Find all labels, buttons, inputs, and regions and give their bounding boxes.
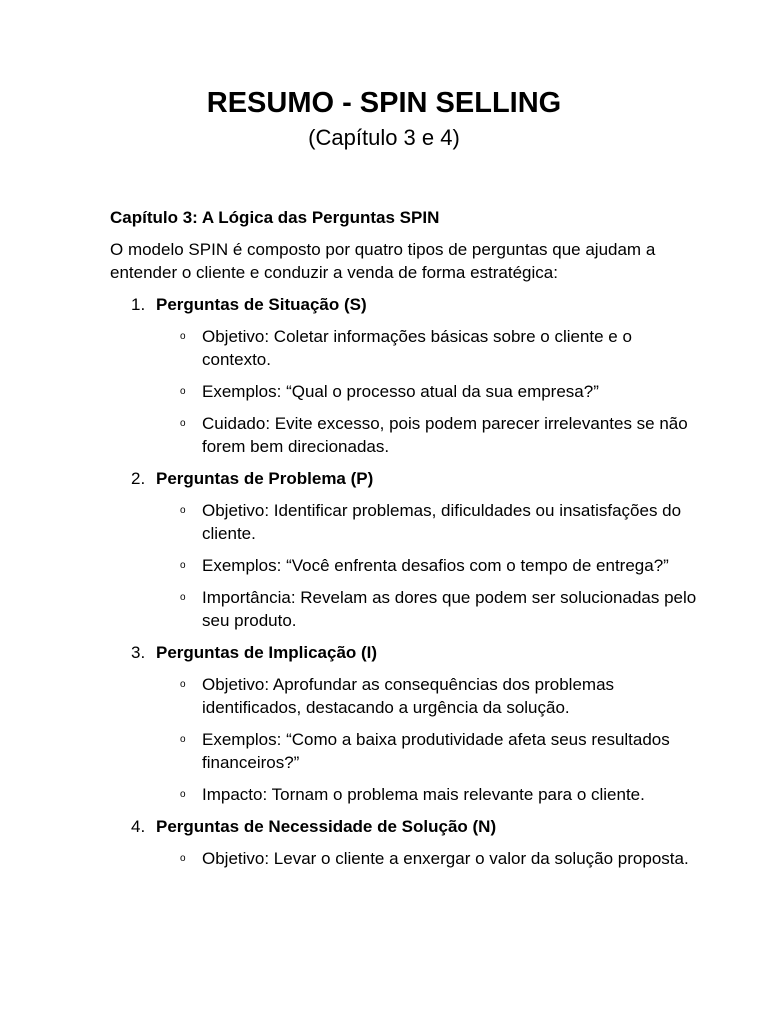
document-subtitle: (Capítulo 3 e 4) — [308, 125, 460, 150]
bullet-text: Objetivo: Aprofundar as consequências dos problemas identificados, destacando a urgência da solução. — [202, 675, 615, 717]
document-body — [110, 206, 700, 879]
list-number: 1. — [131, 295, 146, 314]
question-type-title: Perguntas de Implicação (I) — [156, 643, 378, 662]
question-type-title: Perguntas de Problema (P) — [156, 469, 374, 488]
circle-bullet-icon: o — [180, 734, 186, 745]
bullet-item — [156, 783, 700, 806]
question-type-title: Perguntas de Situação (S) — [156, 295, 367, 314]
bullet-item — [156, 554, 700, 577]
bullet-item — [156, 728, 700, 774]
bullet-text: Objetivo: Levar o cliente a enxergar o valor da solução proposta. — [202, 849, 689, 868]
bullet-item — [156, 499, 700, 545]
circle-bullet-icon: o — [180, 592, 186, 603]
question-type-item — [110, 293, 700, 458]
section-heading: Capítulo 3: A Lógica das Perguntas SPIN — [110, 208, 440, 227]
section-intro: O modelo SPIN é composto por quatro tipos de perguntas que ajudam a entender o cliente e conduzir a venda de forma estratégica: — [110, 240, 656, 282]
bullet-list — [156, 499, 700, 632]
question-type-item — [110, 815, 700, 870]
circle-bullet-icon: o — [180, 789, 186, 800]
question-type-item — [110, 467, 700, 632]
list-number: 4. — [131, 817, 146, 836]
bullet-item — [156, 380, 700, 403]
question-type-item — [110, 641, 700, 806]
bullet-list — [156, 847, 700, 870]
bullet-text: Objetivo: Coletar informações básicas sobre o cliente e o contexto. — [202, 327, 632, 369]
list-number: 3. — [131, 643, 146, 662]
bullet-item — [156, 325, 700, 371]
circle-bullet-icon: o — [180, 679, 186, 690]
bullet-text: Exemplos: “Qual o processo atual da sua empresa?” — [202, 382, 599, 401]
bullet-item — [156, 847, 700, 870]
bullet-text: Exemplos: “Você enfrenta desafios com o tempo de entrega?” — [202, 556, 669, 575]
circle-bullet-icon: o — [180, 560, 186, 571]
bullet-text: Cuidado: Evite excesso, pois podem parecer irrelevantes se não forem bem direcionadas. — [202, 414, 688, 456]
bullet-text: Objetivo: Identificar problemas, dificuldades ou insatisfações do cliente. — [202, 501, 682, 543]
document-title: RESUMO - SPIN SELLING — [206, 87, 562, 119]
bullet-text: Impacto: Tornam o problema mais relevante para o cliente. — [202, 785, 645, 804]
bullet-text: Exemplos: “Como a baixa produtividade afeta seus resultados financeiros?” — [202, 730, 670, 772]
bullet-list — [156, 325, 700, 458]
circle-bullet-icon: o — [180, 853, 186, 864]
circle-bullet-icon: o — [180, 386, 186, 397]
question-type-title: Perguntas de Necessidade de Solução (N) — [156, 817, 497, 836]
circle-bullet-icon: o — [180, 418, 186, 429]
bullet-item — [156, 412, 700, 458]
bullet-item — [156, 586, 700, 632]
question-types-list — [110, 293, 700, 870]
circle-bullet-icon: o — [180, 331, 186, 342]
bullet-text: Importância: Revelam as dores que podem ser solucionadas pelo seu produto. — [202, 588, 697, 630]
list-number: 2. — [131, 469, 146, 488]
bullet-item — [156, 673, 700, 719]
bullet-list — [156, 673, 700, 806]
circle-bullet-icon: o — [180, 505, 186, 516]
